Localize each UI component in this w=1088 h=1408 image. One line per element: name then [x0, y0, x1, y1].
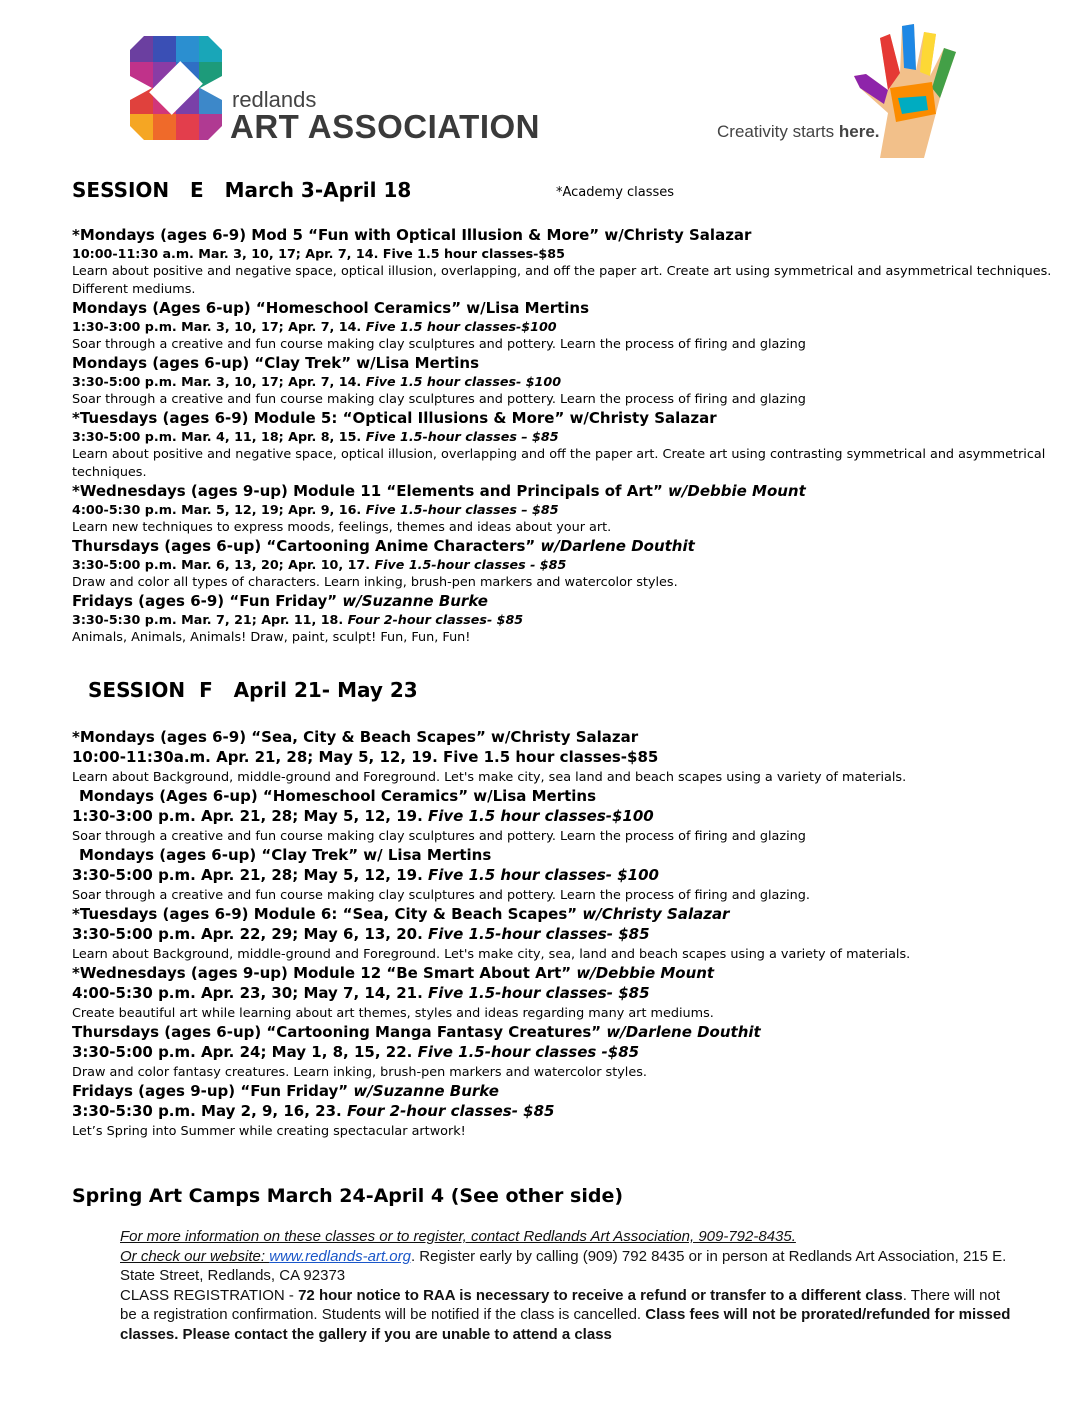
- session-f-courses: [72, 728, 1072, 1141]
- course-title: Thursdays (ages 6-up) “Cartooning Anime Characters” w/Darlene Douthit: [72, 537, 695, 555]
- course-schedule: 1:30-3:00 p.m. Apr. 21, 28; May 5, 12, 19. Five 1.5 hour classes-$100: [72, 807, 654, 825]
- website-line: Or check our website: www.redlands-art.org. Register early by calling (909) 792 8435 or in person at Redlands Art Association, 215 E. State Street, Redlands, CA 92373: [120, 1247, 1007, 1284]
- course-description: Learn about Background, middle-ground and Foreground. Let's make city, sea land and beach scapes using a variety of materials.: [72, 770, 907, 785]
- course-schedule: 3:30-5:00 p.m. Apr. 21, 28; May 5, 12, 19. Five 1.5 hour classes- $100: [72, 866, 659, 884]
- session-f-heading: SESSION F April 21- May 23: [88, 678, 418, 702]
- course-title: Mondays (Ages 6-up) “Homeschool Ceramics” w/Lisa Mertins: [79, 787, 597, 805]
- course-schedule: 1:30-3:00 p.m. Mar. 3, 10, 17; Apr. 7, 14. Five 1.5 hour classes-$100: [72, 319, 557, 334]
- course-description: Learn about Background, middle-ground and Foreground. Let's make city, sea, land and beach scapes using a variety of materials.: [72, 947, 911, 962]
- course-item: [72, 592, 1072, 647]
- website-link[interactable]: www.redlands-art.org: [269, 1247, 411, 1265]
- course-title: *Mondays (ages 6-9) Mod 5 “Fun with Optical Illusion & More” w/Christy Salazar: [72, 226, 752, 244]
- session-e-courses: [72, 226, 1072, 647]
- course-item: [72, 226, 1072, 299]
- tagline: Creativity starts here.: [717, 122, 880, 141]
- course-title: *Mondays (ages 6-9) “Sea, City & Beach Scapes” w/Christy Salazar: [72, 728, 639, 746]
- course-item: [72, 728, 1072, 787]
- course-title: *Tuesdays (ages 6-9) Module 5: “Optical Illusions & More” w/Christy Salazar: [72, 409, 717, 427]
- course-schedule: 3:30-5:30 p.m. Mar. 7, 21; Apr. 11, 18. Four 2-hour classes- $85: [72, 612, 524, 627]
- course-description: Soar through a creative and fun course making clay sculptures and pottery. Learn the process of firing and glazing: [72, 392, 806, 407]
- registration-policy: CLASS REGISTRATION - 72 hour notice to RAA is necessary to receive a refund or transfer to a different class. There will not be a registration confirmation. Students will be notified if the class is cancelled. Class fees will not be prorated/refunded for missed classes. Please contact the gallery if you are unable to attend a class: [120, 1286, 1011, 1343]
- painted-hand-icon: [840, 18, 970, 158]
- contact-line: For more information on these classes or to register, contact Redlands Art Association, 909-792-8435.: [120, 1228, 796, 1245]
- spring-camps-heading: Spring Art Camps March 24-April 4 (See other side): [72, 1185, 624, 1207]
- course-item: [72, 846, 1072, 905]
- logo-text-big: ART ASSOCIATION: [230, 108, 540, 145]
- course-schedule: 3:30-5:00 p.m. Mar. 3, 10, 17; Apr. 7, 14. Five 1.5 hour classes- $100: [72, 374, 562, 389]
- course-title: *Tuesdays (ages 6-9) Module 6: “Sea, City & Beach Scapes” w/Christy Salazar: [72, 905, 730, 923]
- course-item: [72, 1023, 1072, 1082]
- course-title: Mondays (Ages 6-up) “Homeschool Ceramics” w/Lisa Mertins: [72, 299, 590, 317]
- course-schedule: 4:00-5:30 p.m. Mar. 5, 12, 19; Apr. 9, 16. Five 1.5-hour classes – $85: [72, 502, 559, 517]
- course-schedule: 10:00-11:30 a.m. Mar. 3, 10, 17; Apr. 7, 14. Five 1.5 hour classes-$85: [72, 246, 565, 261]
- course-schedule: 3:30-5:00 p.m. Apr. 24; May 1, 8, 15, 22. Five 1.5-hour classes -$85: [72, 1043, 640, 1061]
- course-item: [72, 482, 1072, 537]
- page-header: [0, 0, 1088, 170]
- course-item: [72, 787, 1072, 846]
- course-description: Draw and color all types of characters. Learn inking, brush-pen markers and watercolor styles.: [72, 575, 678, 590]
- course-description: Soar through a creative and fun course making clay sculptures and pottery. Learn the process of firing and glazing: [72, 337, 806, 352]
- course-title: Fridays (ages 9-up) “Fun Friday” w/Suzanne Burke: [72, 1082, 499, 1100]
- course-schedule: 3:30-5:30 p.m. May 2, 9, 16, 23. Four 2-hour classes- $85: [72, 1102, 555, 1120]
- course-item: [72, 905, 1072, 964]
- course-description: Learn about positive and negative space, optical illusion, overlapping, and off the paper art. Create art using symmetrical and asymmetrical techniques. Different mediums.: [72, 264, 1052, 297]
- course-description: Learn about positive and negative space, optical illusion, overlapping and off the paper art. Create art using contrasting symmetrical and asymmetrical techniques.: [72, 447, 1046, 480]
- course-item: [72, 299, 1072, 354]
- course-description: Animals, Animals, Animals! Draw, paint, sculpt! Fun, Fun, Fun!: [72, 630, 471, 645]
- course-item: [72, 537, 1072, 592]
- registration-info: [120, 1227, 1020, 1344]
- course-schedule: 10:00-11:30a.m. Apr. 21, 28; May 5, 12, 19. Five 1.5 hour classes-$85: [72, 748, 659, 766]
- course-schedule: 3:30-5:00 p.m. Mar. 4, 11, 18; Apr. 8, 15. Five 1.5-hour classes – $85: [72, 429, 559, 444]
- course-title: Mondays (ages 6-up) “Clay Trek” w/ Lisa Mertins: [79, 846, 492, 864]
- course-item: [72, 964, 1072, 1023]
- course-schedule: 4:00-5:30 p.m. Apr. 23, 30; May 7, 14, 21. Five 1.5-hour classes- $85: [72, 984, 650, 1002]
- course-description: Learn new techniques to express moods, feelings, themes and ideas about your art.: [72, 520, 612, 535]
- course-description: Soar through a creative and fun course making clay sculptures and pottery. Learn the process of firing and glazing.: [72, 888, 810, 903]
- course-description: Create beautiful art while learning about art themes, styles and ideas regarding many art mediums.: [72, 1006, 714, 1021]
- raa-logo-icon: [130, 36, 222, 140]
- course-title: *Wednesdays (ages 9-up) Module 12 “Be Smart About Art” w/Debbie Mount: [72, 964, 715, 982]
- course-item: [72, 1082, 1072, 1141]
- logo-text-small: redlands: [232, 87, 317, 112]
- course-item: [72, 354, 1072, 409]
- course-schedule: 3:30-5:00 p.m. Apr. 22, 29; May 6, 13, 20. Five 1.5-hour classes- $85: [72, 925, 650, 943]
- course-description: Let’s Spring into Summer while creating spectacular artwork!: [72, 1124, 466, 1139]
- course-title: *Wednesdays (ages 9-up) Module 11 “Elements and Principals of Art” w/Debbie Mount: [72, 482, 806, 500]
- course-title: Fridays (ages 6-9) “Fun Friday” w/Suzanne Burke: [72, 592, 488, 610]
- session-e-heading: SESSION E March 3-April 18: [72, 178, 412, 202]
- course-item: [72, 409, 1072, 482]
- course-title: Mondays (ages 6-up) “Clay Trek” w/Lisa Mertins: [72, 354, 480, 372]
- course-title: Thursdays (ages 6-up) “Cartooning Manga Fantasy Creatures” w/Darlene Douthit: [72, 1023, 761, 1041]
- course-schedule: 3:30-5:00 p.m. Mar. 6, 13, 20; Apr. 10, 17. Five 1.5-hour classes - $85: [72, 557, 567, 572]
- academy-note: *Academy classes: [556, 185, 675, 200]
- course-description: Soar through a creative and fun course making clay sculptures and pottery. Learn the process of firing and glazing: [72, 829, 806, 844]
- course-description: Draw and color fantasy creatures. Learn inking, brush-pen markers and watercolor styles.: [72, 1065, 647, 1080]
